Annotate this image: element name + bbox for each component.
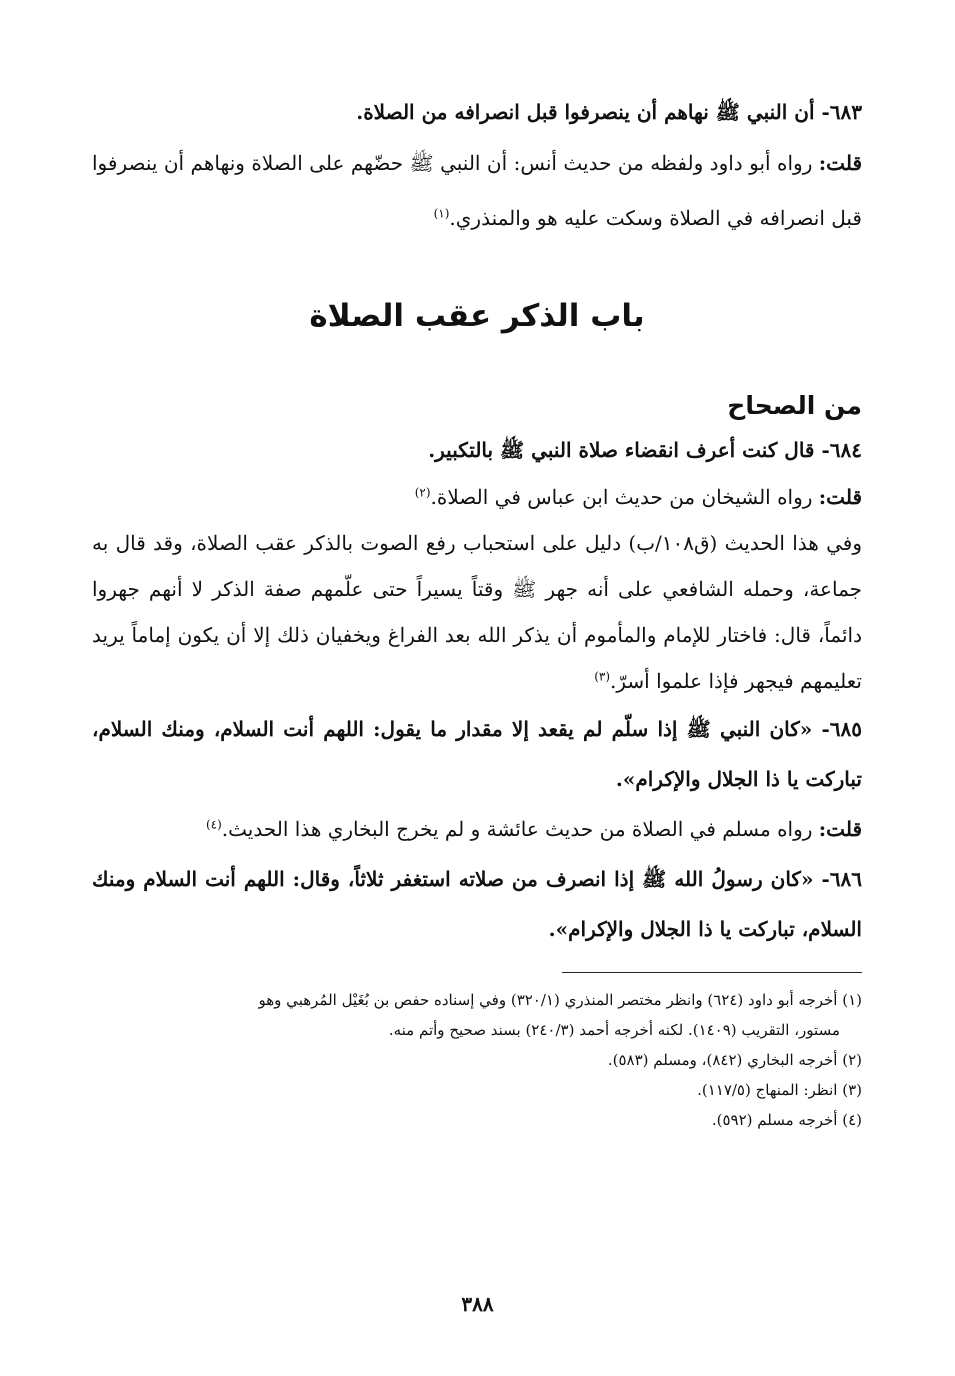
hadith-684 <box>92 426 862 474</box>
section-title: من الصحاح <box>727 391 862 420</box>
footnote-ref-2[interactable]: (٢) <box>414 485 431 500</box>
hadith-683-text: ٦٨٣- أن النبي ﷺ نهاهم أن ينصرفوا قبل انصرافه من الصلاة. <box>356 100 862 124</box>
hadith-683 <box>92 88 862 136</box>
footnote-1: (١) أخرجه أبو داود (٦٢٤) وانظر مختصر المنذري (٣٢٠/١) وفي إسناده حفص بن بُغَيْل المُرهبي وهو <box>258 991 862 1009</box>
qult-label: قلت: <box>818 485 862 509</box>
hadith-684-text: ٦٨٤- قال كنت أعرف انقضاء صلاة النبي ﷺ بالتكبير. <box>428 438 862 462</box>
footnote-4: (٤) أخرجه مسلم (٥٩٢). <box>711 1111 862 1129</box>
commentary-684 <box>92 520 862 704</box>
qult-683-text: رواه أبو داود ولفظه من حديث أنس: أن النبي ﷺ حضّهم على الصلاة ونهاهم أن ينصرفوا قبل انصرافه في الصلاة وسكت عليه هو والمنذري. <box>92 151 862 230</box>
chapter-title: باب الذكر عقب الصلاة <box>309 298 645 334</box>
hadith-686-text: ٦٨٦- «كان رسولُ الله ﷺ إذا انصرف من صلاته استغفر ثلاثاً، وقال: اللهم أنت السلام ومنك السلام، تباركت يا ذا الجلال والإكرام». <box>92 867 862 941</box>
hadith-685 <box>92 704 862 804</box>
page-number: ٣٨٨ <box>461 1292 494 1316</box>
qult-label: قلت: <box>818 151 862 175</box>
hadith-686 <box>92 854 862 954</box>
footnote-ref-3[interactable]: (٣) <box>594 669 611 684</box>
qult-685-text: رواه مسلم في الصلاة من حديث عائشة و لم يخرج البخاري هذا الحديث. <box>221 817 819 841</box>
commentary-684-text: وفي هذا الحديث (ق١٠٨/ب) دليل على استحباب رفع الصوت بالذكر عقب الصلاة، وقد قال به جماعة، وحمله الشافعي على أنه جهر ﷺ وقتاً يسيراً حتى علّمهم صفة الذكر لا أنهم جهروا دائماً، قال: فاختار للإمام والمأموم أن يذكر الله بعد الفراغ ويخفيان ذلك إلا أن يكون إماماً يريد تعليمهم فيجهر فإذا علموا أسرّ. <box>92 531 862 693</box>
footnote-1-continued: مستور، التقريب (١٤٠٩). لكنه أخرجه أحمد (٢٤٠/٣) بسند صحيح وأتم منه. <box>388 1021 840 1039</box>
qult-684-text: رواه الشيخان من حديث ابن عباس في الصلاة. <box>430 485 819 509</box>
qult-684 <box>92 474 862 520</box>
footnote-ref-1[interactable]: (١) <box>433 206 450 221</box>
qult-685 <box>92 804 862 854</box>
footnote-3: (٣) انظر: المنهاج (١١٧/٥). <box>697 1081 862 1099</box>
hadith-685-text: ٦٨٥- «كان النبي ﷺ إذا سلّم لم يقعد إلا مقدار ما يقول: اللهم أنت السلام، ومنك السلام، تباركت يا ذا الجلال والإكرام». <box>92 717 862 791</box>
footnote-2: (٢) أخرجه البخاري (٨٤٢)، ومسلم (٥٨٣). <box>607 1051 862 1069</box>
page-body <box>92 88 862 1135</box>
qult-683 <box>92 136 862 246</box>
footnote-ref-4[interactable]: (٤) <box>205 817 222 832</box>
qult-label: قلت: <box>818 817 862 841</box>
